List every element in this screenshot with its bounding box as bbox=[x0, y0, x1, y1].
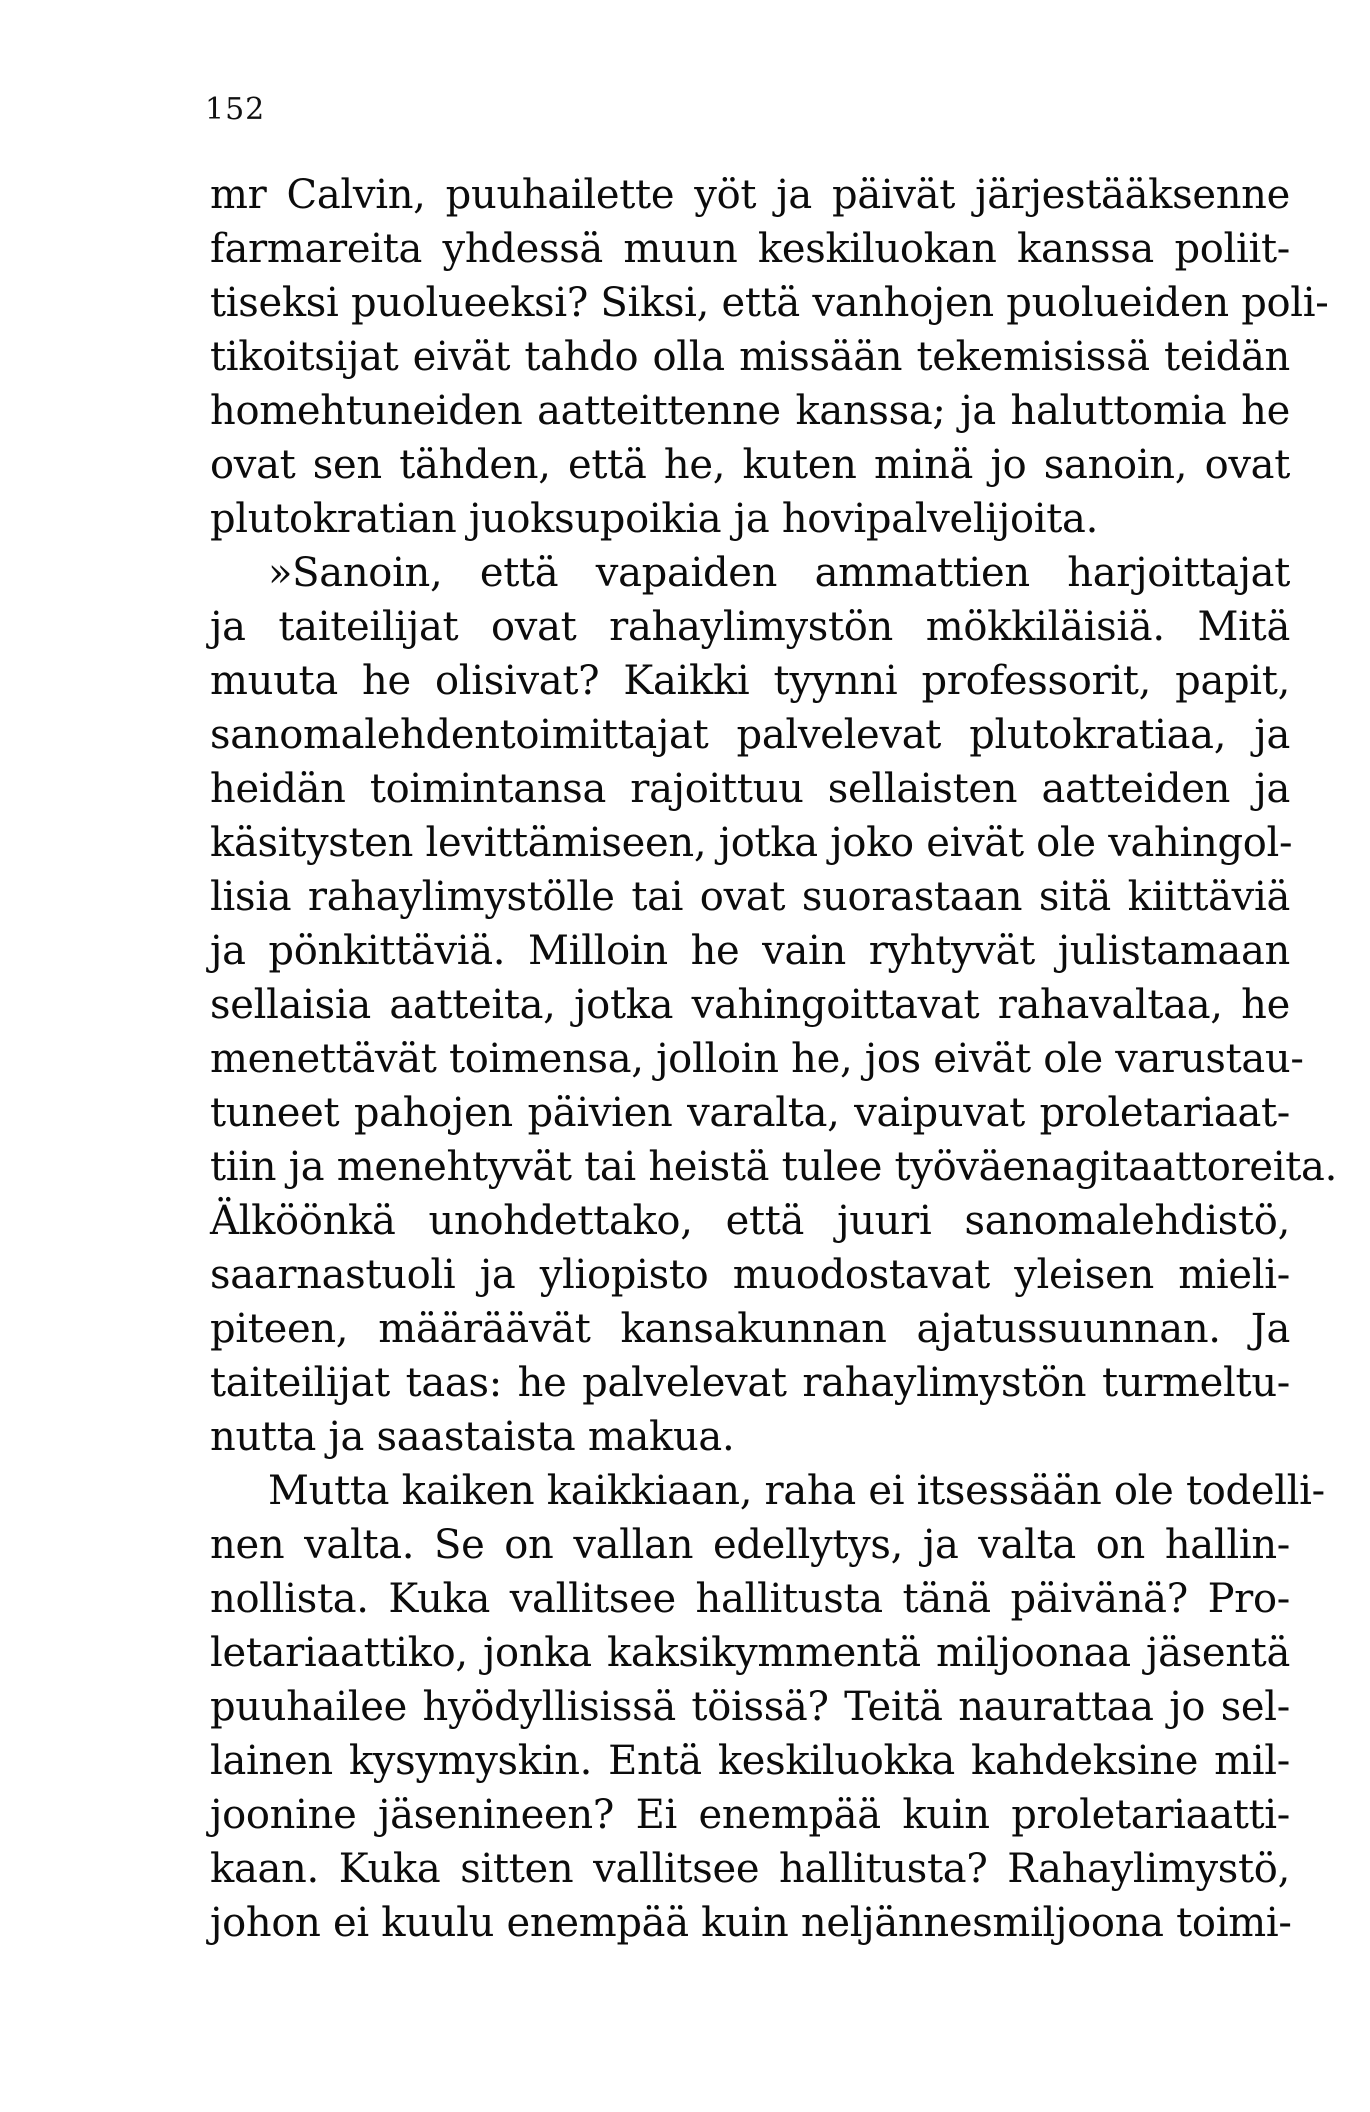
text-line: tuneet pahojen päivien varalta, vaipuvat proletariaat- bbox=[210, 1090, 1290, 1136]
text-line: taiteilijat taas: he palvelevat rahaylimystön turmeltu- bbox=[210, 1360, 1290, 1406]
text-line: mr Calvin, puuhailette yöt ja päivät järjestääksenne bbox=[210, 172, 1290, 218]
text-line: homehtuneiden aatteittenne kanssa; ja haluttomia he bbox=[210, 388, 1290, 434]
text-line: muuta he olisivat? Kaikki tyynni professorit, papit, bbox=[210, 658, 1290, 704]
text-line: joonine jäsenineen? Ei enempää kuin proletariaatti- bbox=[210, 1792, 1290, 1838]
text-line: nen valta. Se on vallan edellytys, ja valta on hallin- bbox=[210, 1522, 1290, 1568]
text-line: nollista. Kuka vallitsee hallitusta tänä päivänä? Pro- bbox=[210, 1576, 1290, 1622]
text-line: Mutta kaiken kaikkiaan, raha ei itsessään ole todelli- bbox=[268, 1468, 1325, 1514]
text-line: plutokratian juoksupoikia ja hovipalvelijoita. bbox=[210, 496, 1098, 542]
text-line: letariaattiko, jonka kaksikymmentä miljoonaa jäsentä bbox=[210, 1630, 1290, 1676]
text-line: farmareita yhdessä muun keskiluokan kanssa poliit- bbox=[210, 226, 1290, 272]
text-line: tiseksi puolueeksi? Siksi, että vanhojen puolueiden poli- bbox=[210, 280, 1329, 326]
text-line: johon ei kuulu enempää kuin neljännesmiljoona toimi- bbox=[210, 1900, 1292, 1946]
text-line: saarnastuoli ja yliopisto muodostavat yleisen mieli- bbox=[210, 1252, 1290, 1298]
text-line: tiin ja menehtyvät tai heistä tulee työväenagitaattoreita. bbox=[210, 1144, 1338, 1190]
text-line: kaan. Kuka sitten vallitsee hallitusta? Rahaylimystö, bbox=[210, 1846, 1290, 1892]
text-line: sellaisia aatteita, jotka vahingoittavat rahavaltaa, he bbox=[210, 982, 1290, 1028]
text-line: nutta ja saastaista makua. bbox=[210, 1414, 735, 1460]
body-text bbox=[210, 168, 1338, 1950]
text-line: ja taiteilijat ovat rahaylimystön mökkiläisiä. Mitä bbox=[210, 604, 1290, 650]
text-line: heidän toimintansa rajoittuu sellaisten aatteiden ja bbox=[210, 766, 1290, 812]
text-line: ovat sen tähden, että he, kuten minä jo sanoin, ovat bbox=[210, 442, 1290, 488]
text-line: tikoitsijat eivät tahdo olla missään tekemisissä teidän bbox=[210, 334, 1290, 380]
text-line: lainen kysymyskin. Entä keskiluokka kahdeksine mil- bbox=[210, 1738, 1290, 1784]
text-line: Älköönkä unohdettako, että juuri sanomalehdistö, bbox=[210, 1198, 1290, 1244]
text-line: käsitysten levittämiseen, jotka joko eivät ole vahingol- bbox=[210, 820, 1293, 866]
text-line: lisia rahaylimystölle tai ovat suorastaan sitä kiittäviä bbox=[210, 874, 1290, 920]
page-number: 152 bbox=[205, 92, 266, 127]
text-line: »Sanoin, että vapaiden ammattien harjoittajat bbox=[268, 550, 1290, 596]
text-line: menettävät toimensa, jolloin he, jos eivät ole varustau- bbox=[210, 1036, 1304, 1082]
text-line: sanomalehdentoimittajat palvelevat plutokratiaa, ja bbox=[210, 712, 1290, 758]
text-line: piteen, määräävät kansakunnan ajatussuunnan. Ja bbox=[210, 1306, 1290, 1352]
text-line: puuhailee hyödyllisissä töissä? Teitä naurattaa jo sel- bbox=[210, 1684, 1290, 1730]
text-line: ja pönkittäviä. Milloin he vain ryhtyvät julistamaan bbox=[210, 928, 1290, 974]
